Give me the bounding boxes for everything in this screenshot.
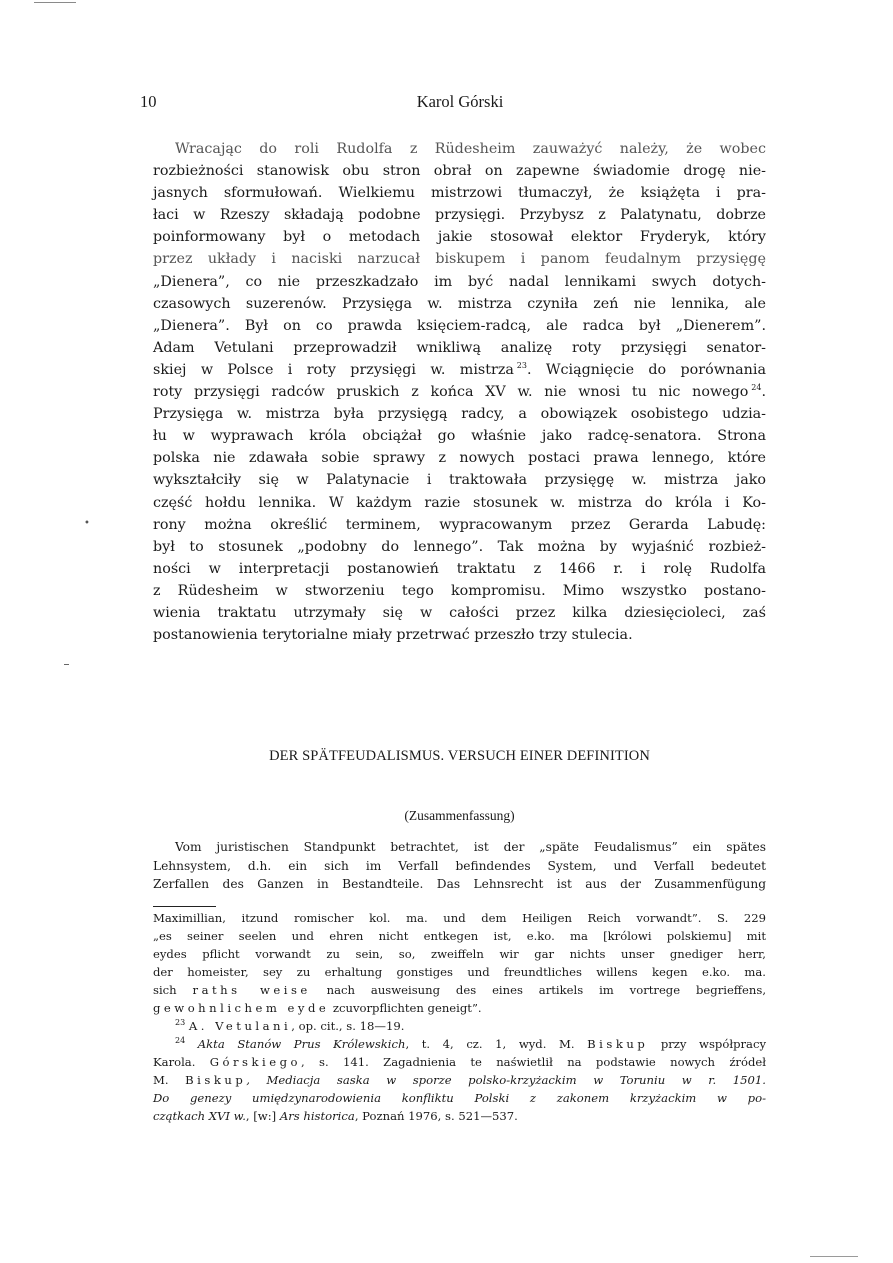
text-segment: M.	[153, 1073, 169, 1087]
footnote-line: eydes pflicht vorwandt zu sein, so, zweiffeln wir gar nichts unser gnediger herr,	[153, 947, 766, 961]
summary-title: DER SPÄTFEUDALISMUS. VERSUCH EINER DEFINITION	[269, 748, 650, 764]
text-line: wienia traktatu utrzymały się w całości przez kilka dziesięcioleci, zaś	[153, 604, 766, 621]
text-line: Lehnsystem, d.h. ein sich im Verfall befindendes System, und Verfall bedeutet	[153, 858, 766, 873]
text-segment: . Wciągnięcie do porównania	[526, 361, 766, 378]
text-line: był to stosunek „podobny do lennego”. Tak można by wyjaśnić rozbież-	[153, 538, 766, 555]
footnote-ref-23[interactable]: 23	[516, 361, 527, 371]
text-segment: Karola.	[153, 1055, 196, 1069]
spaced-text: Górskiego	[209, 1055, 301, 1069]
text-line: rozbieżności stanowisk obu stron obrał on zapewne świadomie drogę nie-	[153, 163, 766, 180]
text-line	[153, 381, 766, 403]
footnote-line: „es seiner seelen und ehren nicht entkegen ist, e.ko. ma [królowi polskiemu] mit	[153, 929, 766, 943]
text-line: część hołdu lennika. W każdym razie stosunek w. mistrza do króla i Ko-	[153, 494, 766, 511]
scan-edge-mark	[34, 2, 76, 3]
body-paragraph	[153, 138, 766, 646]
footnote-line	[153, 1071, 766, 1089]
text-segment: , op. cit., s. 18—19.	[291, 1019, 405, 1033]
page-number: 10	[140, 92, 157, 111]
text-line: Przysięga w. mistrza była przysięgą radcy, a obowiązek osobistego udzia-	[153, 406, 766, 423]
spaced-text: raths weise	[192, 983, 311, 997]
spaced-text: Biskup	[587, 1037, 649, 1051]
text-segment: , Poznań 1976, s. 521—537.	[354, 1109, 518, 1123]
text-line: z Rüdesheim w stworzeniu tego kompromisu. Mimo wszystko postano-	[153, 582, 766, 599]
text-line: polska nie zdawała sobie sprawy z nowych postaci prawa lennego, które	[153, 450, 766, 467]
summary-subtitle: (Zusammenfassung)	[404, 808, 515, 823]
text-line: Zerfallen des Ganzen in Bestandteile. Das Lehnsrecht ist aus der Zusammenfügung	[153, 877, 766, 891]
text-segment: skiej w Polsce i roty przysięgi w. mistrza	[153, 361, 514, 378]
footnote-line	[153, 1053, 766, 1071]
footnote-line	[153, 981, 766, 999]
text-line	[153, 359, 766, 381]
footnote-number: 23	[175, 1018, 186, 1028]
text-segment: roty przysięgi radców pruskich z końca XV w. nie wnosi tu nic nowego	[153, 384, 749, 401]
text-segment: .	[761, 384, 766, 401]
spaced-text: A. Vetulani	[188, 1019, 292, 1033]
text-line: ności w interpretacji postanowień traktatu z 1466 r. i rolę Rudolfa	[153, 560, 766, 577]
text-line: Wracając do roli Rudolfa z Rüdesheim zauważyć należy, że wobec	[175, 141, 766, 157]
text-line: rony można określić terminem, wypracowanym przez Gerarda Labudę:	[153, 516, 766, 533]
footnote-separator	[153, 906, 216, 907]
spaced-text: Biskup	[185, 1073, 247, 1087]
text-line: „Dienera”, co nie przeszkadzało im być nadal lennikami swych dotych-	[153, 273, 766, 290]
text-line: jasnych sformułowań. Wielkiemu mistrzowi tłumaczył, że książęta i pra-	[153, 185, 766, 202]
italic-title: , Mediacja saska w sporze polsko-krzyżackim w Toruniu w r. 1501.	[246, 1073, 766, 1087]
text-segment: nach ausweisung des eines artikels im vortrege begrieffens,	[326, 983, 767, 997]
text-line: łu w wyprawach króla obciążał go właśnie jako radcę-senatora. Strona	[153, 428, 766, 445]
margin-speck: •	[84, 518, 90, 529]
spaced-text: gewohnlichem eyde	[153, 1001, 330, 1015]
text-line: łaci w Rzeszy składają podobne przysięgi. Przybysz z Palatynatu, dobrze	[153, 207, 766, 224]
footnote-number: 24	[175, 1036, 186, 1046]
text-line: wykształciły się w Palatynacie i traktowała przysięgę w. mistrza jako	[153, 472, 766, 489]
text-line: przez układy i naciski narzucał biskupem i panom feudalnym przysięgę	[153, 251, 766, 268]
text-segment: sich	[153, 983, 177, 997]
italic-title: czątkach XVI w.	[153, 1109, 246, 1123]
text-line: Vom juristischen Standpunkt betrachtet, ist der „späte Feudalismus” ein spätes	[175, 840, 766, 854]
summary-paragraph	[153, 838, 766, 894]
italic-title: Ars historica	[279, 1109, 355, 1123]
text-line: postanowienia terytorialne miały przetrwać przeszło trzy stulecia.	[153, 627, 633, 644]
footnotes	[153, 909, 766, 1125]
footnote-line: der homeister, sey zu erhaltung gonstiges und freundtliches willens kegen e.ko. ma.	[153, 965, 766, 979]
footnote-line: Maximillian, itzund romischer kol. ma. und dem Heiligen Reich vorwandt”. S. 229	[153, 911, 766, 925]
footnote-ref-24[interactable]: 24	[751, 383, 762, 393]
italic-title: Akta Stanów Prus Królewskich	[197, 1037, 406, 1051]
text-segment: , s. 141. Zagadnienia te naświetlił na podstawie nowych źródeł	[300, 1055, 766, 1069]
footnote-line: Do genezy umiędzynarodowienia konfliktu Polski z zakonem krzyżackim w po-	[153, 1091, 766, 1105]
text-segment: zcuvorpflichten geneigt”.	[332, 1001, 482, 1015]
footnote-line	[153, 1107, 766, 1125]
running-head	[140, 92, 780, 114]
footnote-23	[153, 1017, 766, 1035]
running-head-author: Karol Górski	[416, 92, 504, 111]
text-line: „Dienera”. Był on co prawda księciem-radcą, ale radca był „Dienerem”.	[153, 317, 766, 334]
text-segment: , t. 4, cz. 1, wyd. M.	[405, 1037, 575, 1051]
text-line: poinformowany był o metodach jakie stosował elektor Fryderyk, który	[153, 229, 766, 246]
scan-edge-mark	[810, 1256, 858, 1257]
text-line: Adam Vetulani przeprowadził wnikliwą analizę roty przysięgi senator-	[153, 339, 766, 356]
text-line: czasowych suzerenów. Przysięga w. mistrza czyniła zeń nie lennika, ale	[153, 295, 766, 312]
margin-dash	[64, 664, 69, 665]
text-segment: , [w:]	[245, 1109, 277, 1123]
footnote-24	[153, 1035, 766, 1053]
footnote-line	[153, 999, 766, 1017]
text-segment: przy współpracy	[660, 1037, 767, 1051]
